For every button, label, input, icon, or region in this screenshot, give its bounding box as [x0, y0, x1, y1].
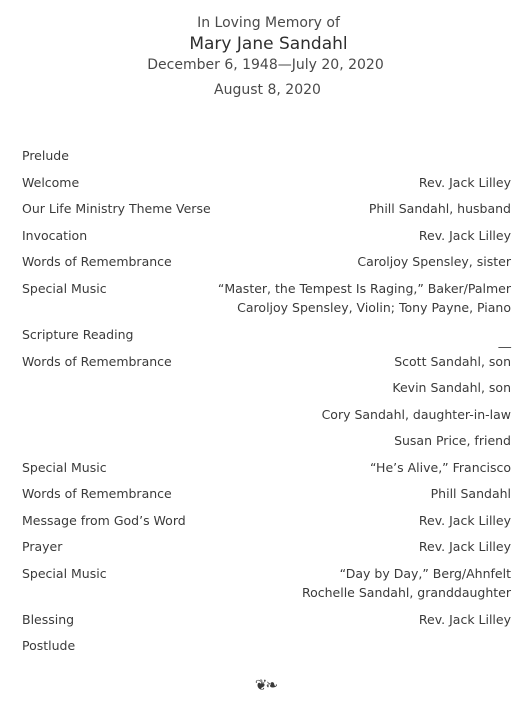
program-item-participant: __	[498, 332, 511, 348]
program-item-label: Special Music	[22, 280, 107, 296]
program-item-label: Words of Remembrance	[22, 353, 172, 369]
program-item-label: Scripture Reading	[22, 326, 134, 342]
deceased-name: Mary Jane Sandahl	[189, 34, 348, 54]
program-item-participant: Susan Price, friend	[394, 433, 511, 448]
program-item-label: Blessing	[22, 611, 75, 627]
program-item-participant: “He’s Alive,” Francisco	[369, 459, 511, 475]
program-item-participant: Phill Sandahl	[430, 486, 511, 501]
program-item-participant: Scott Sandahl, son	[394, 353, 511, 369]
program-item-label: Prelude	[22, 148, 69, 163]
program-item-participant: “Master, the Tempest Is Raging,” Baker/Palmer	[217, 280, 511, 296]
program-item-label: Message from God’s Word	[22, 512, 186, 528]
life-dates: December 6, 1948—July 20, 2020	[147, 57, 384, 73]
program-item-label: Prayer	[22, 539, 63, 554]
program-item-participant: Rev. Jack Lilley	[418, 512, 511, 528]
program-item-participant: Rev. Jack Lilley	[418, 539, 511, 554]
program-item-label: Welcome	[22, 174, 80, 190]
program-item-participant: Kevin Sandahl, son	[392, 380, 511, 395]
program-item-label: Words of Remembrance	[22, 486, 172, 501]
program-item-participant: Rev. Jack Lilley	[418, 174, 511, 190]
program-item-participant: Rev. Jack Lilley	[418, 227, 511, 243]
program-item-label: Postlude	[22, 638, 76, 653]
program-item-participant: Caroljoy Spensley, sister	[357, 254, 511, 269]
program-item-participant: Phill Sandahl, husband	[368, 201, 511, 216]
program-item-participant: Rev. Jack Lilley	[418, 611, 511, 627]
memorial-header	[0, 14, 531, 99]
program-item-label: Invocation	[22, 227, 88, 243]
service-date: August 8, 2020	[214, 82, 321, 98]
program-item-label: Words of Remembrance	[22, 254, 172, 269]
program-item-participant: Rochelle Sandahl, granddaughter	[301, 585, 511, 600]
program-item-label: Our Life Ministry Theme Verse	[22, 201, 211, 216]
program-item-participant: Caroljoy Spensley, Violin; Tony Payne, Piano	[237, 300, 511, 315]
closing-ornament-icon: ❦❧	[254, 676, 277, 694]
program-item-participant: “Day by Day,” Berg/Ahnfelt	[339, 565, 511, 581]
program-item-label: Special Music	[22, 565, 107, 581]
program-item-label: Special Music	[22, 459, 107, 475]
memory-line: In Loving Memory of	[197, 15, 340, 31]
program-item-participant: Cory Sandahl, daughter-in-law	[321, 406, 511, 422]
